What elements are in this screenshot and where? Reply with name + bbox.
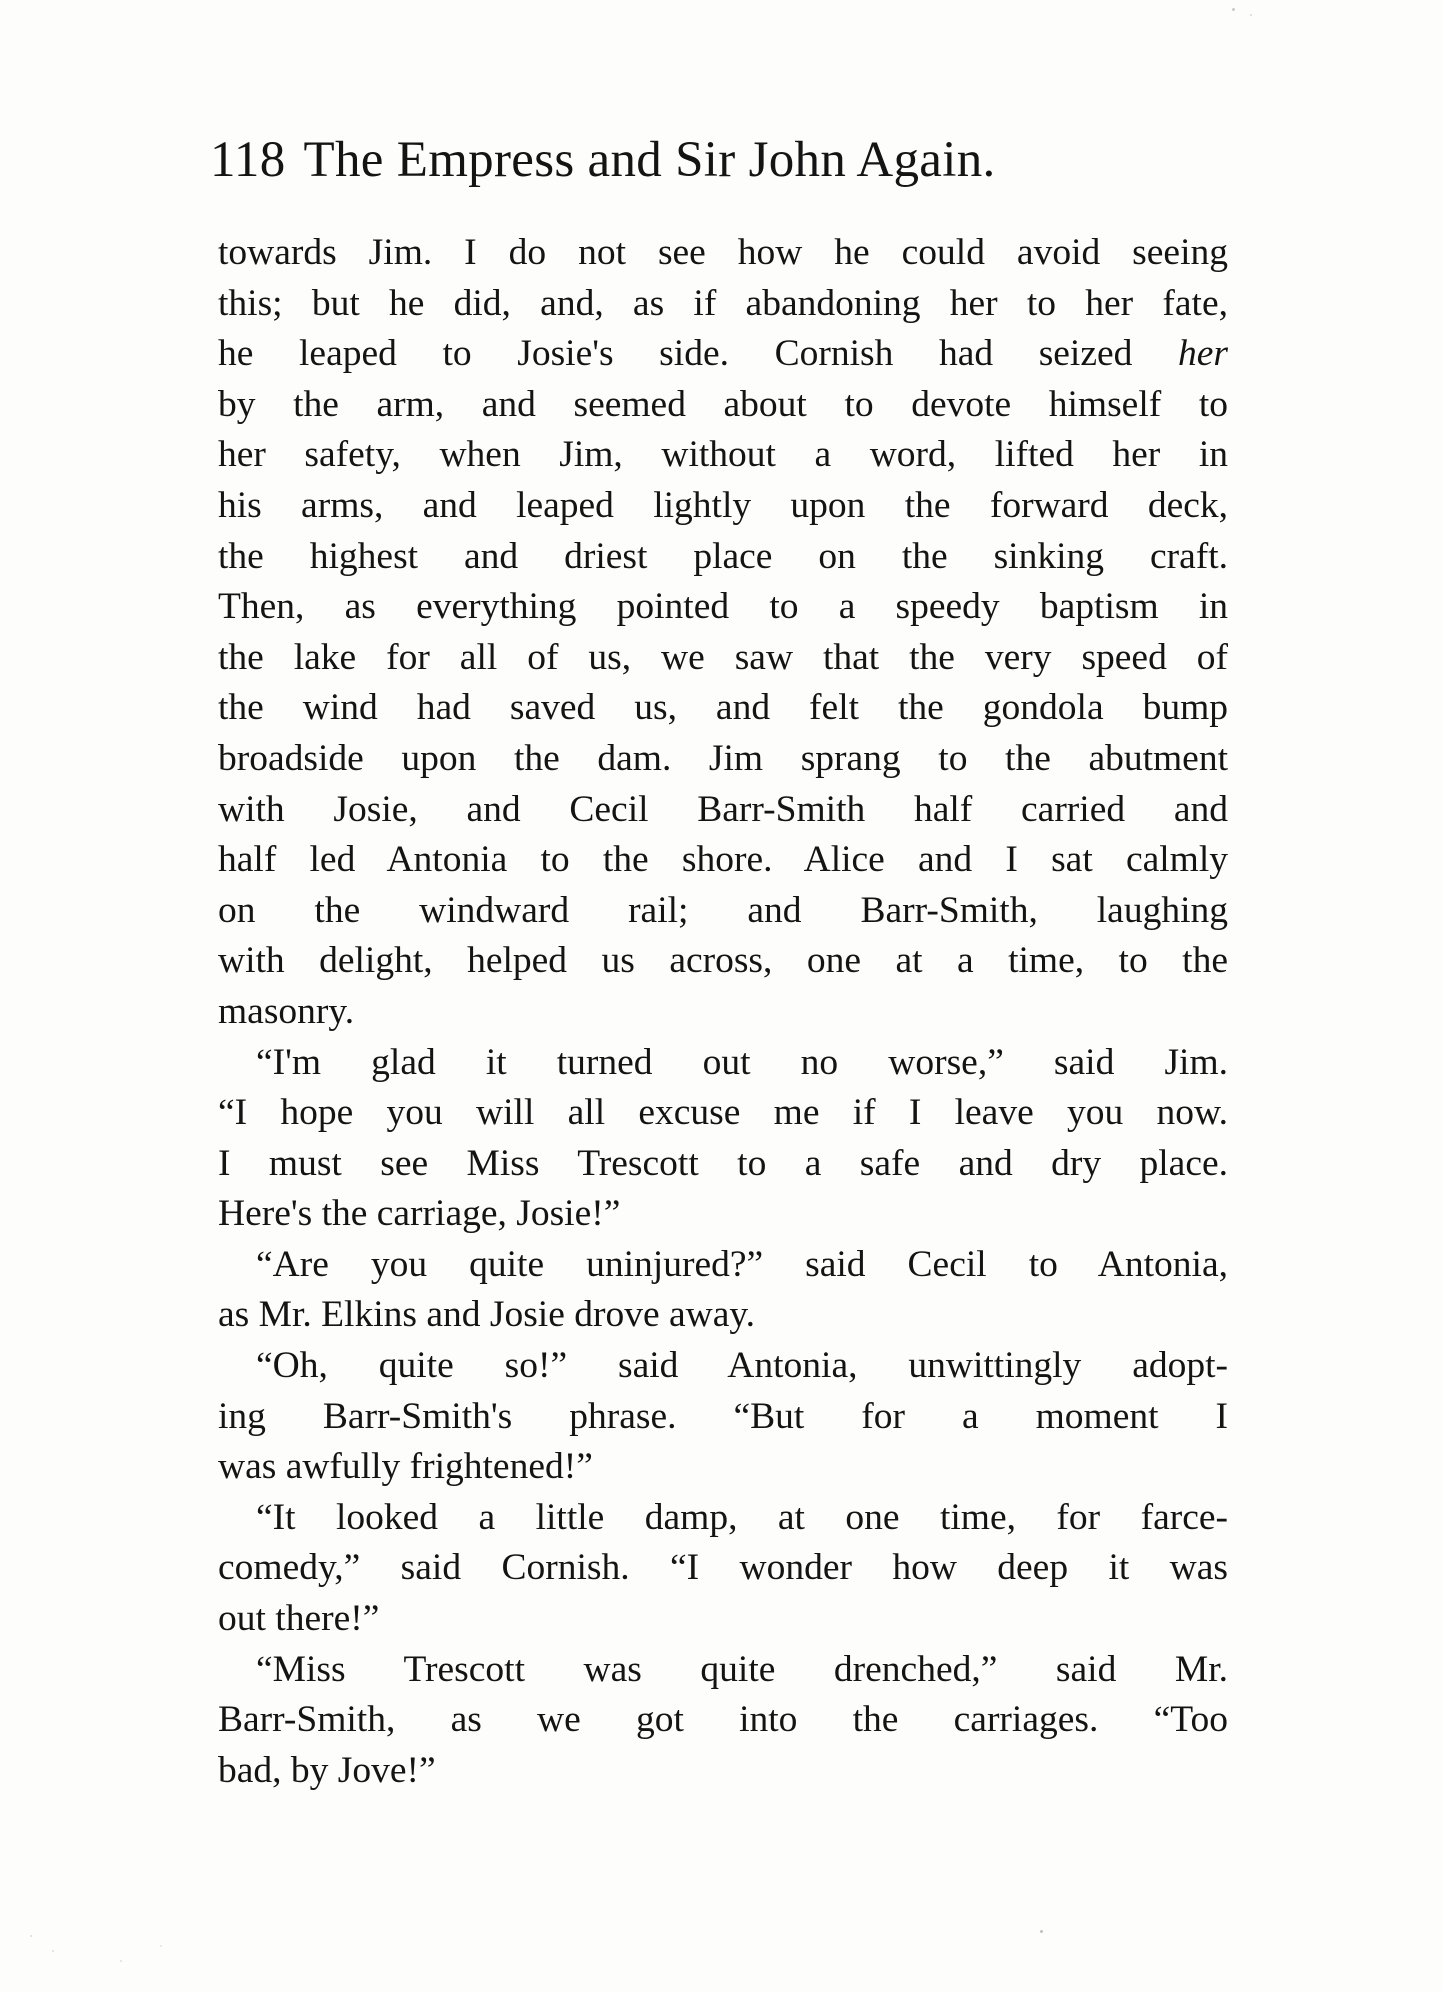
text-line (218, 886, 1228, 937)
line-text: comedy,” said Cornish. “I wonder how deep it was (218, 1547, 1228, 1589)
line-text: with delight, helped us across, one at a time, to the (218, 940, 1228, 982)
line-text: by the arm, and seemed about to devote himself to (218, 383, 1228, 425)
line-text: masonry. (218, 990, 355, 1032)
text-line (218, 1493, 1228, 1544)
page-number: 118 (210, 132, 286, 188)
text-line (218, 329, 1228, 380)
line-text: bad, by Jove!” (218, 1749, 436, 1791)
line-text: half led Antonia to the shore. Alice and I sat calmly (218, 839, 1228, 881)
scan-speck (120, 1960, 122, 1962)
line-text: Barr-Smith, as we got into the carriages. “Too (218, 1699, 1228, 1741)
text-line (218, 1139, 1228, 1190)
line-text: his arms, and leaped lightly upon the forward deck, (218, 484, 1228, 526)
scan-speck (1250, 14, 1252, 16)
text-line (218, 683, 1228, 734)
text-line (218, 734, 1228, 785)
text-line (218, 1392, 1228, 1443)
text-line (218, 1240, 1228, 1291)
text-line (218, 1746, 1228, 1797)
body-text (218, 228, 1228, 1796)
scan-speck (1040, 1930, 1043, 1933)
line-text: he leaped to Josie's side. Cornish had seized (218, 333, 1178, 375)
text-line (218, 380, 1228, 431)
text-line (218, 481, 1228, 532)
text-line (218, 633, 1228, 684)
text-line (218, 936, 1228, 987)
line-text: out there!” (218, 1598, 380, 1640)
text-line (218, 1189, 1228, 1240)
line-text: this; but he did, and, as if abandoning her to her fate, (218, 282, 1228, 324)
text-line (218, 1594, 1228, 1645)
text-line (218, 532, 1228, 583)
scan-speck (52, 1950, 54, 1952)
text-line (218, 987, 1228, 1038)
line-text: the lake for all of us, we saw that the very speed of (218, 636, 1228, 678)
line-text: the highest and driest place on the sinking craft. (218, 535, 1228, 577)
scan-speck (30, 1935, 32, 1937)
line-text: the wind had saved us, and felt the gondola bump (218, 687, 1228, 729)
text-line (218, 1290, 1228, 1341)
text-line (218, 835, 1228, 886)
line-text: on the windward rail; and Barr-Smith, laughing (218, 889, 1228, 931)
italic-word: her (1178, 333, 1228, 375)
text-line (218, 785, 1228, 836)
line-text: “It looked a little damp, at one time, for farce- (256, 1496, 1228, 1538)
line-text: ing Barr-Smith's phrase. “But for a moment I (218, 1395, 1228, 1437)
text-line (218, 1038, 1228, 1089)
scan-speck (160, 1945, 162, 1947)
text-line (218, 228, 1228, 279)
text-line (218, 1442, 1228, 1493)
text-line (218, 1645, 1228, 1696)
line-text: “Are you quite uninjured?” said Cecil to Antonia, (256, 1243, 1228, 1285)
line-text: I must see Miss Trescott to a safe and dry place. (218, 1142, 1228, 1184)
line-text: “I'm glad it turned out no worse,” said Jim. (256, 1041, 1228, 1083)
line-text: as Mr. Elkins and Josie drove away. (218, 1294, 756, 1336)
line-text: Then, as everything pointed to a speedy baptism in (218, 586, 1228, 628)
line-text: with Josie, and Cecil Barr-Smith half carried and (218, 788, 1228, 830)
line-text: broadside upon the dam. Jim sprang to the abutment (218, 737, 1228, 779)
line-text: her safety, when Jim, without a word, lifted her in (218, 434, 1228, 476)
line-text: was awfully frightened!” (218, 1446, 593, 1488)
text-line (218, 1088, 1228, 1139)
line-text: Here's the carriage, Josie!” (218, 1193, 621, 1235)
text-line (218, 430, 1228, 481)
text-line (218, 1695, 1228, 1746)
text-line (218, 279, 1228, 330)
text-line (218, 1543, 1228, 1594)
running-head (210, 128, 1250, 192)
line-text: “Miss Trescott was quite drenched,” said Mr. (256, 1648, 1228, 1690)
scan-speck (1232, 8, 1235, 11)
line-text: “Oh, quite so!” said Antonia, unwittingly adopt- (256, 1345, 1228, 1387)
running-title: The Empress and Sir John Again. (303, 132, 996, 188)
text-line (218, 1341, 1228, 1392)
line-text: “I hope you will all excuse me if I leave you now. (218, 1092, 1228, 1134)
line-text: towards Jim. I do not see how he could avoid seeing (218, 232, 1228, 273)
text-line (218, 582, 1228, 633)
